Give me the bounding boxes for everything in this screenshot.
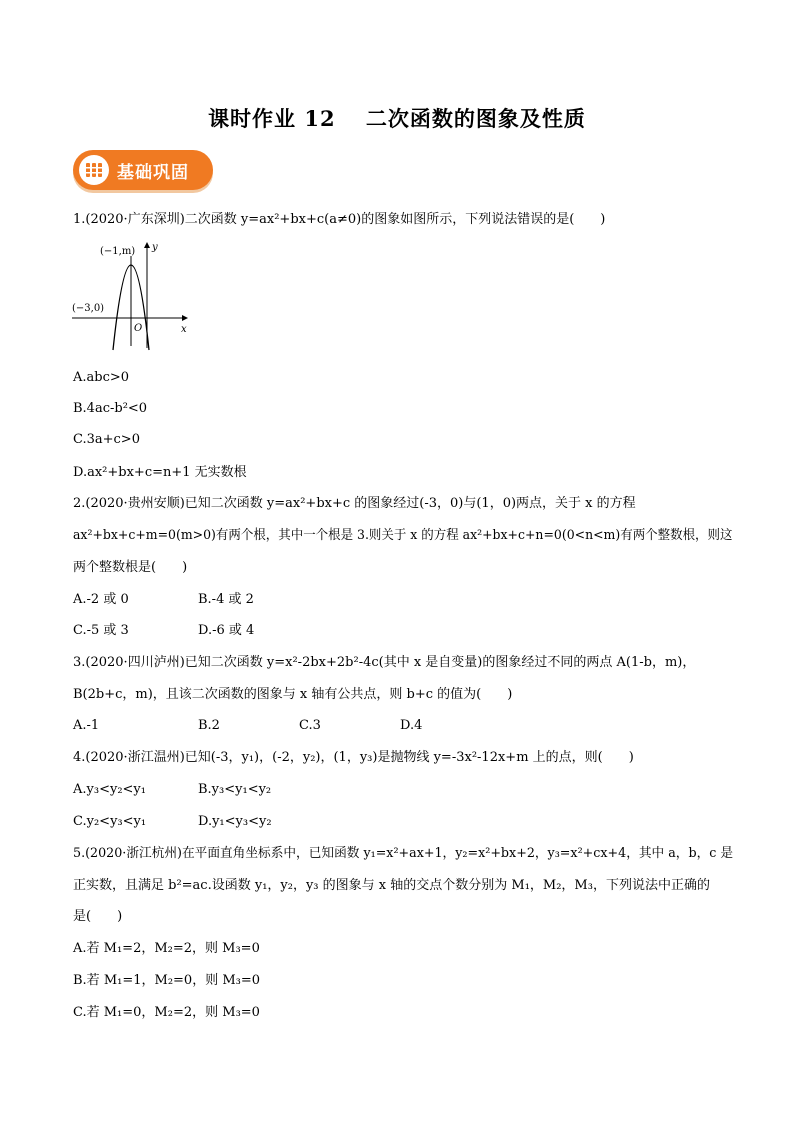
q3-option-c: C.3 <box>299 718 321 733</box>
q2-option-d: D.-6 或 4 <box>198 623 255 638</box>
y-axis-arrow <box>144 242 150 248</box>
q4-option-b: B.y₃<y₁<y₂ <box>198 782 272 797</box>
q5-option-b: B.若 M₁=1，M₂=0，则 M₃=0 <box>73 973 261 988</box>
section-label: 基础巩固 <box>117 163 189 183</box>
q1-option-a: A.abc>0 <box>73 370 130 385</box>
q4-stem: 4.(2020·浙江温州)已知(-3，y₁)，(-2，y₂)，(1，y₃)是抛物线 y=-3x²-12x+m 上的点，则( ) <box>73 750 634 765</box>
q3-line-2: B(2b+c，m)，且该二次函数的图象与 x 轴有公共点，则 b+c 的值为( ) <box>73 687 513 702</box>
section-badge <box>73 150 213 190</box>
q3-line-1: 3.(2020·四川泸州)已知二次函数 y=x²-2bx+2b²-4c(其中 x 是自变量)的图象经过不同的两点 A(1-b，m)， <box>73 655 696 670</box>
q4-options-row-2 <box>73 814 272 830</box>
q2-options-row-2 <box>73 623 255 639</box>
q5-option-c: C.若 M₁=0，M₂=2，则 M₃=0 <box>73 1005 260 1020</box>
q2-option-b: B.-4 或 2 <box>198 592 254 607</box>
q2-options-row-1 <box>73 592 254 608</box>
q1-option-b: B.4ac-b²<0 <box>73 401 148 416</box>
q5-line-3: 是( ) <box>73 909 123 924</box>
q4-options-row-1 <box>73 782 272 798</box>
page-title: 课时作业 12 二次函数的图象及性质 <box>208 106 586 131</box>
q1-parabola-graph <box>70 240 195 352</box>
q2-option-c: C.-5 或 3 <box>73 623 129 638</box>
x-axis-arrow <box>182 315 188 321</box>
q4-option-a: A.y₃<y₂<y₁ <box>73 782 146 797</box>
q2-line-2: ax²+bx+c+m=0(m>0)有两个根，其中一个根是 3.则关于 x 的方程 ax²+bx+c+n=0(0<n<m)有两个整数根，则这 <box>73 528 733 543</box>
q5-line-2: 正实数，且满足 b²=ac.设函数 y₁，y₂，y₃ 的图象与 x 轴的交点个数分别为 M₁，M₂，M₃，下列说法中正确的 <box>73 878 710 893</box>
q3-option-b: B.2 <box>198 718 220 733</box>
vertex-label: (−1,m) <box>100 246 136 257</box>
q2-option-a: A.-2 或 0 <box>73 592 129 607</box>
q1-option-c: C.3a+c>0 <box>73 432 140 447</box>
q3-options-row <box>73 718 423 734</box>
q1-stem: 1.(2020·广东深圳)二次函数 y=ax²+bx+c(a≠0)的图象如图所示，下列说法错误的是( ) <box>73 212 606 227</box>
books-icon <box>79 155 109 185</box>
q3-option-a: A.-1 <box>73 718 100 733</box>
origin-label: O <box>134 323 143 334</box>
root-label: (−3,0) <box>72 303 105 314</box>
q1-option-d: D.ax²+bx+c=n+1 无实数根 <box>73 465 247 480</box>
q3-option-d: D.4 <box>400 718 423 733</box>
q4-option-d: D.y₁<y₃<y₂ <box>198 814 272 829</box>
q5-option-a: A.若 M₁=2，M₂=2，则 M₃=0 <box>73 941 260 956</box>
q5-line-1: 5.(2020·浙江杭州)在平面直角坐标系中，已知函数 y₁=x²+ax+1，y₂=x²+bx+2，y₃=x²+cx+4，其中 a，b，c 是 <box>73 846 734 861</box>
q2-line-1: 2.(2020·贵州安顺)已知二次函数 y=ax²+bx+c 的图象经过(-3，0)与(1，0)两点，关于 x 的方程 <box>73 496 636 511</box>
q4-option-c: C.y₂<y₃<y₁ <box>73 814 147 829</box>
q2-line-3: 两个整数根是( ) <box>73 560 188 575</box>
y-axis-label: y <box>152 242 158 253</box>
x-axis-label: x <box>181 324 187 335</box>
